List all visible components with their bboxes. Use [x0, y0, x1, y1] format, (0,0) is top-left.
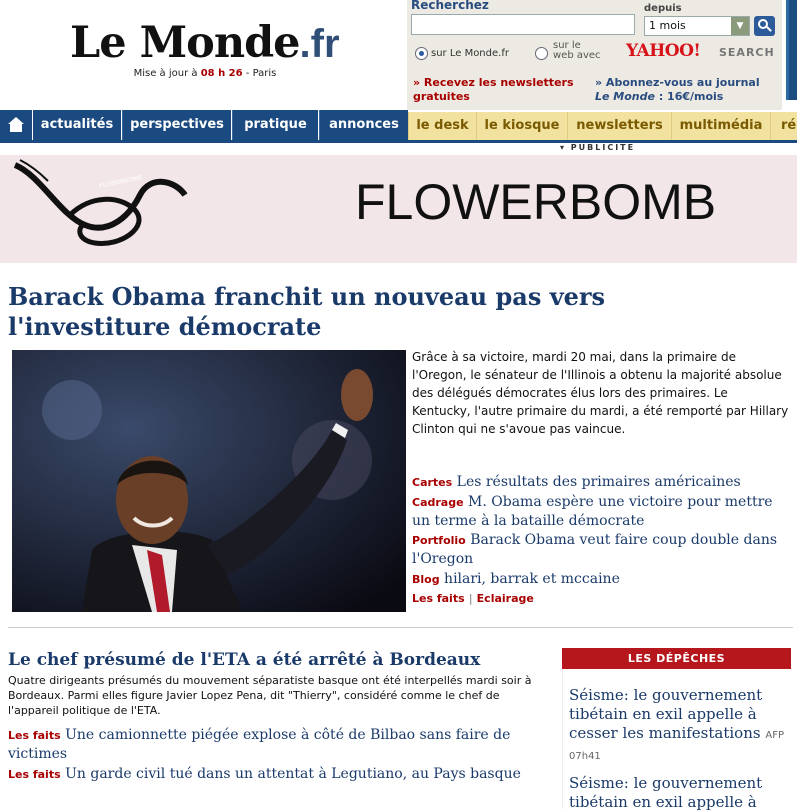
site-logo[interactable] [70, 18, 340, 68]
depeche-text: Séisme: le gouvernement tibétain en exil appelle à cesser les manifestations [569, 686, 763, 742]
nav-annonces[interactable]: annonces [319, 110, 408, 140]
related-text: M. Obama espère une victoire pour mettre un terme à la bataille démocrate [412, 494, 773, 529]
related-link[interactable] [412, 493, 792, 531]
depeches-list [562, 669, 791, 809]
link-separator: | [468, 592, 473, 605]
ad-banner[interactable] [0, 155, 797, 263]
related-link[interactable] [412, 473, 792, 492]
nav-more[interactable]: ré [770, 112, 797, 140]
section-divider [8, 627, 793, 628]
subscribe-link[interactable]: » Abonnez-vous au journal Le Monde : 16€/mois [595, 76, 760, 103]
search-button[interactable] [754, 16, 775, 36]
main-nav [0, 110, 797, 140]
update-prefix: Mise à jour à [133, 68, 198, 79]
related-link[interactable] [412, 531, 792, 569]
radio-lemonde[interactable] [415, 47, 428, 60]
related-tag: Les faits [8, 729, 61, 742]
yahoo-logo: YAHOO! [626, 41, 701, 61]
second-headline[interactable]: Le chef présumé de l'ETA a été arrêté à Bordeaux [8, 650, 481, 670]
nav-le-kiosque[interactable]: le kiosque [476, 112, 567, 140]
main-headline[interactable]: Barack Obama franchit un nouveau pas vers l'investiture démocrate [8, 282, 606, 341]
related-text: Une camionnette piégée explose à côté de Bilbao sans faire de victimes [8, 727, 511, 762]
related-text: Barack Obama veut faire coup double dans l'Oregon [412, 532, 778, 567]
depeche-item[interactable] [569, 686, 789, 766]
radio-web[interactable] [535, 47, 548, 60]
ad-title: FLOWERBOMB [355, 174, 717, 230]
update-place: - Paris [245, 68, 277, 79]
related-link[interactable] [8, 726, 553, 763]
nav-actualites[interactable]: actualités [33, 110, 121, 140]
radio-web-label: sur le web avec [553, 40, 601, 61]
eclairage-link[interactable]: Eclairage [476, 592, 534, 605]
yahoo-search-label: SEARCH [719, 46, 775, 59]
nav-perspectives[interactable]: perspectives [122, 110, 231, 140]
nav-multimedia[interactable]: multimédia [671, 112, 770, 140]
depeche-item[interactable] [569, 774, 789, 812]
home-icon[interactable] [0, 110, 32, 140]
depuis-label: depuis [644, 3, 682, 14]
newsletter-link[interactable]: » Recevez les newsletters gratuites [413, 76, 574, 103]
related-tag: Les faits [8, 768, 61, 781]
related-tag: Blog [412, 573, 440, 586]
nav-divider [0, 140, 797, 143]
related-link[interactable] [8, 765, 553, 784]
side-banner-edge[interactable] [786, 0, 797, 100]
search-panel [407, 0, 782, 110]
chevron-down-icon: ▼ [731, 17, 749, 35]
second-body: Quatre dirigeants présumés du mouvement séparatiste basque ont été interpellés mardi soir à Bordeaux. Parmi elles figure Javier Lopez Pena, dit "Thierry", considéré comme le chef de l'appareil politique de l'ETA. [8, 674, 532, 717]
ad-label: ▾ PUBLICITE [560, 143, 636, 152]
depeches-header[interactable]: LES DÉPÊCHES [562, 648, 791, 669]
depeche-source: AFP 07h41 [569, 730, 784, 762]
search-label: Recherchez [411, 0, 489, 12]
logo-suffix: .fr [299, 22, 340, 66]
search-input[interactable] [411, 14, 635, 35]
depuis-select[interactable] [644, 16, 750, 36]
radio-lemonde-label: sur Le Monde.fr [431, 48, 509, 59]
related-link[interactable] [412, 570, 792, 589]
related-tag: Portfolio [412, 534, 466, 547]
main-photo[interactable] [12, 350, 406, 612]
logo-main: Le Monde [70, 18, 300, 68]
related-tag: Cadrage [412, 496, 464, 509]
update-time: 08 h 26 [200, 68, 243, 79]
related-text: hilari, barrak et mccaine [444, 571, 620, 587]
nav-newsletters[interactable]: newsletters [567, 112, 671, 140]
main-lede: Grâce à sa victoire, mardi 20 mai, dans la primaire de l'Oregon, le sénateur de l'Illinois a obtenu la majorité absolue des délégués démocrates élus lors des primaires. Le Kentucky, l'autre primaire du mardi, a été remporté par Hillary Clinton qui ne s'avoue pas vaincue. [412, 350, 789, 436]
nav-pratique[interactable]: pratique [232, 110, 318, 140]
related-text: Un garde civil tué dans un attentat à Legutiano, au Pays basque [65, 766, 521, 782]
update-line [70, 68, 340, 79]
photo-obama [12, 350, 406, 612]
depeche-text: Séisme: le gouvernement tibétain en exil appelle à [569, 774, 763, 811]
related-text: Les résultats des primaires américaines [456, 474, 741, 490]
nav-le-desk[interactable]: le desk [408, 112, 476, 140]
story-links-row [412, 592, 534, 605]
svg-text:FLOWERBOMB: FLOWERBOMB [98, 174, 143, 190]
depuis-value: 1 mois [649, 19, 686, 32]
related-tag: Cartes [412, 476, 453, 489]
ribbon-graphic [0, 155, 200, 263]
facts-link[interactable]: Les faits [412, 592, 465, 605]
